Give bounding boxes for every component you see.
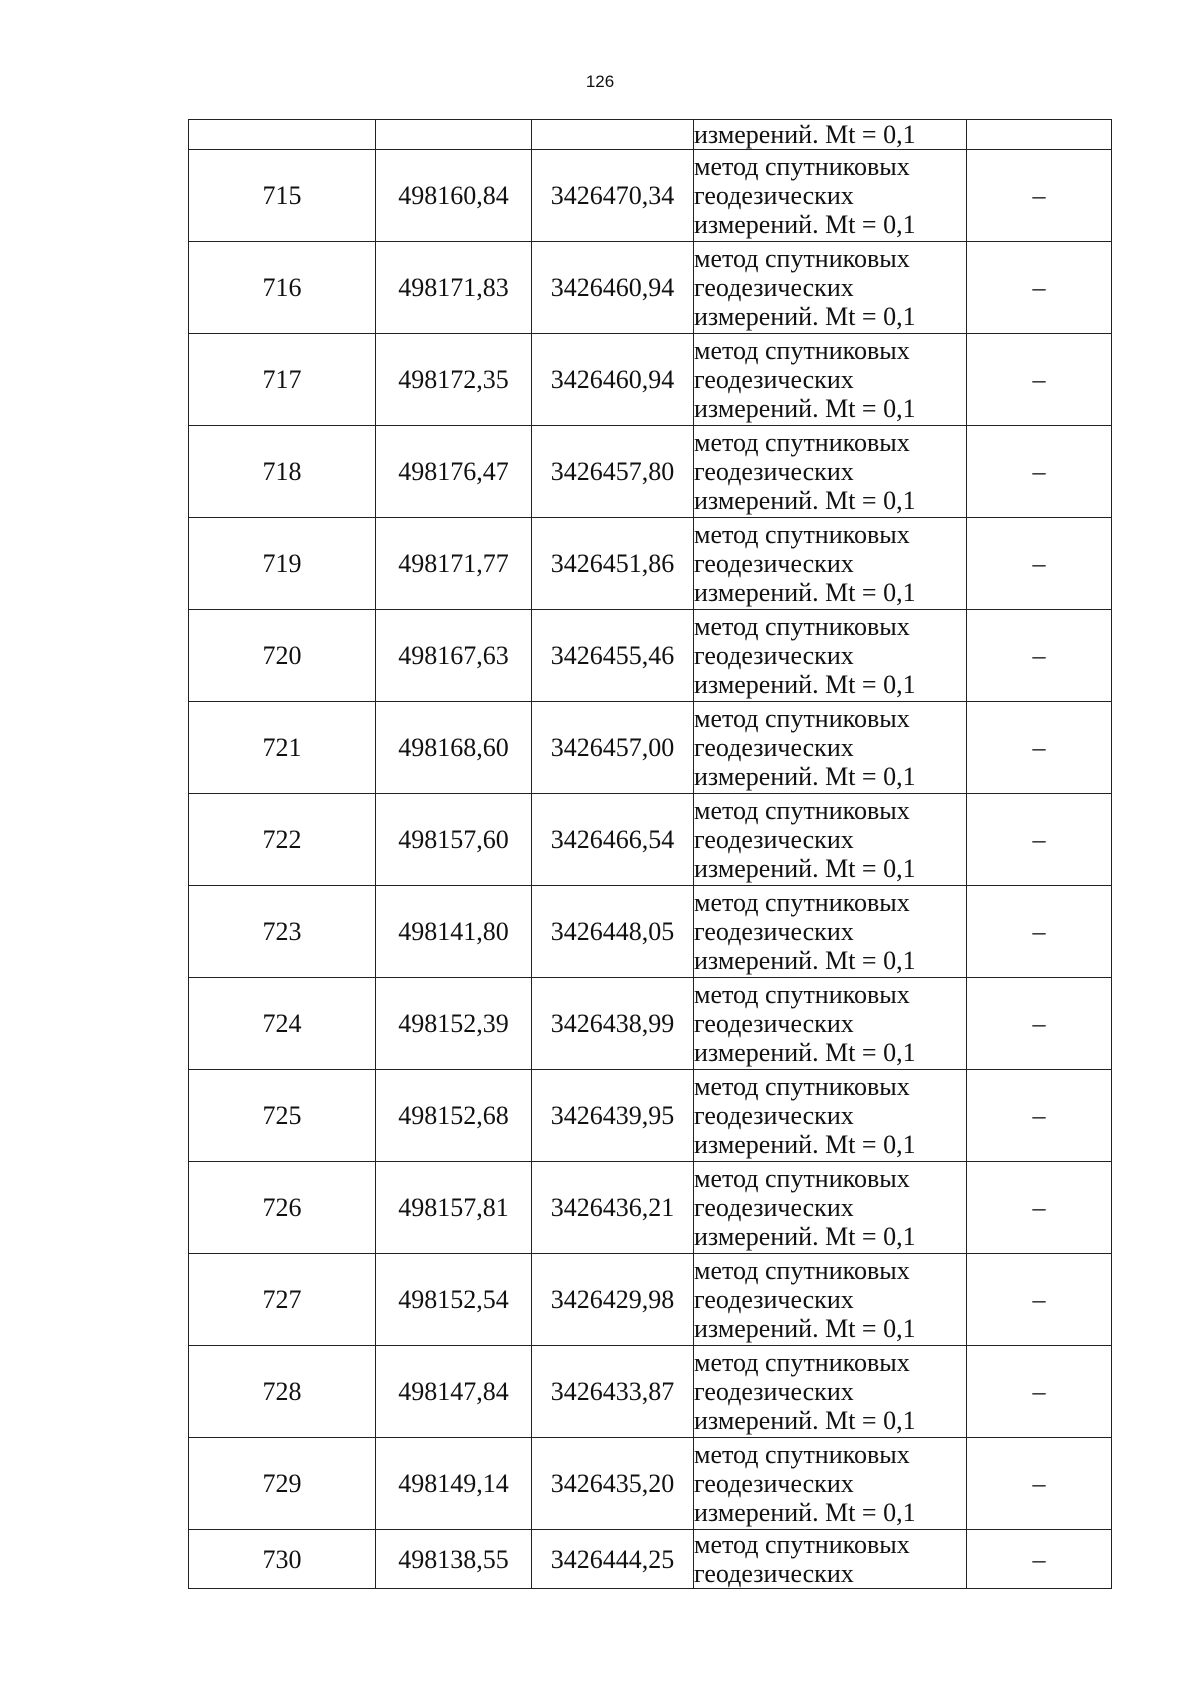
method-line-2: геодезических <box>694 365 854 394</box>
method-line-1: метод спутниковых <box>694 520 910 549</box>
y-coordinate-cell: 3426433,87 <box>532 1346 694 1438</box>
point-number-cell: 724 <box>189 978 376 1070</box>
method-line-1: метод спутниковых <box>694 1530 910 1559</box>
point-number-cell: 719 <box>189 518 376 610</box>
table-row <box>189 1162 1112 1254</box>
method-line-3: измерений. Mt = 0,1 <box>694 1038 916 1067</box>
method-line-2: геодезических <box>694 1009 854 1038</box>
method-line-1: метод спутниковых <box>694 980 910 1009</box>
x-coordinate-cell: 498157,81 <box>376 1162 532 1254</box>
table-row <box>189 1254 1112 1346</box>
note-cell: – <box>967 518 1112 610</box>
method-cell <box>694 1346 967 1438</box>
note-cell: – <box>967 334 1112 426</box>
method-cell <box>694 1254 967 1346</box>
note-cell: – <box>967 242 1112 334</box>
note-cell: – <box>967 426 1112 518</box>
method-cell <box>694 518 967 610</box>
method-line-1: метод спутниковых <box>694 152 910 181</box>
table-row <box>189 334 1112 426</box>
method-line-1: метод спутниковых <box>694 428 910 457</box>
note-cell: – <box>967 702 1112 794</box>
point-number-cell: 718 <box>189 426 376 518</box>
y-coordinate-cell: 3426448,05 <box>532 886 694 978</box>
x-coordinate-cell: 498157,60 <box>376 794 532 886</box>
x-coordinate-cell: 498172,35 <box>376 334 532 426</box>
point-number-cell: 723 <box>189 886 376 978</box>
x-coordinate-cell: 498152,54 <box>376 1254 532 1346</box>
method-line-1: метод спутниковых <box>694 704 910 733</box>
method-cell <box>694 150 967 242</box>
x-cell <box>376 120 532 150</box>
method-line-3: измерений. Mt = 0,1 <box>694 946 916 975</box>
page-number: 126 <box>585 72 615 91</box>
method-line-1: метод спутниковых <box>694 612 910 641</box>
table-row <box>189 150 1112 242</box>
y-coordinate-cell: 3426435,20 <box>532 1438 694 1530</box>
method-line-1: метод спутниковых <box>694 1164 910 1193</box>
method-line-2: геодезических <box>694 549 854 578</box>
point-number-cell: 720 <box>189 610 376 702</box>
x-coordinate-cell: 498171,83 <box>376 242 532 334</box>
point-number-cell: 725 <box>189 1070 376 1162</box>
method-line-1: метод спутниковых <box>694 1256 910 1285</box>
method-line-1: метод спутниковых <box>694 796 910 825</box>
method-line-2: геодезических <box>694 733 854 762</box>
method-line-2: геодезических <box>694 1559 854 1588</box>
y-coordinate-cell: 3426439,95 <box>532 1070 694 1162</box>
x-coordinate-cell: 498149,14 <box>376 1438 532 1530</box>
method-line-2: геодезических <box>694 1285 854 1314</box>
method-cell <box>694 334 967 426</box>
method-line-2: геодезических <box>694 1469 854 1498</box>
point-number-cell: 721 <box>189 702 376 794</box>
table-row <box>189 1530 1112 1589</box>
y-coordinate-cell: 3426457,00 <box>532 702 694 794</box>
x-coordinate-cell: 498141,80 <box>376 886 532 978</box>
y-coordinate-cell: 3426460,94 <box>532 242 694 334</box>
table-row <box>189 1346 1112 1438</box>
note-cell: – <box>967 610 1112 702</box>
y-coordinate-cell: 3426457,80 <box>532 426 694 518</box>
method-line-3: измерений. Mt = 0,1 <box>694 210 916 239</box>
method-line-3: измерений. Mt = 0,1 <box>694 120 916 149</box>
method-cell <box>694 794 967 886</box>
method-line-1: метод спутниковых <box>694 1440 910 1469</box>
x-coordinate-cell: 498138,55 <box>376 1530 532 1589</box>
point-number-cell: 726 <box>189 1162 376 1254</box>
method-cell <box>694 1438 967 1530</box>
y-coordinate-cell: 3426460,94 <box>532 334 694 426</box>
point-number-cell: 728 <box>189 1346 376 1438</box>
method-cell <box>694 1530 967 1589</box>
method-line-2: геодезических <box>694 1101 854 1130</box>
y-coordinate-cell: 3426466,54 <box>532 794 694 886</box>
method-line-3: измерений. Mt = 0,1 <box>694 854 916 883</box>
method-cell <box>694 242 967 334</box>
table-row <box>189 518 1112 610</box>
method-cell <box>694 1162 967 1254</box>
point-number-cell: 727 <box>189 1254 376 1346</box>
method-line-1: метод спутниковых <box>694 1072 910 1101</box>
coordinates-table <box>188 119 1112 1589</box>
table-row <box>189 426 1112 518</box>
method-line-2: геодезических <box>694 641 854 670</box>
point-cell <box>189 120 376 150</box>
y-coordinate-cell: 3426436,21 <box>532 1162 694 1254</box>
note-cell: – <box>967 1530 1112 1589</box>
method-line-3: измерений. Mt = 0,1 <box>694 1314 916 1343</box>
table-row <box>189 978 1112 1070</box>
table-row <box>189 1438 1112 1530</box>
method-line-3: измерений. Mt = 0,1 <box>694 302 916 331</box>
x-coordinate-cell: 498171,77 <box>376 518 532 610</box>
y-coordinate-cell: 3426455,46 <box>532 610 694 702</box>
note-cell: – <box>967 150 1112 242</box>
table-row <box>189 1070 1112 1162</box>
table-row <box>189 794 1112 886</box>
method-line-2: геодезических <box>694 181 854 210</box>
x-coordinate-cell: 498147,84 <box>376 1346 532 1438</box>
note-cell <box>967 120 1112 150</box>
coordinates-table-body <box>189 120 1112 1589</box>
method-line-3: измерений. Mt = 0,1 <box>694 1222 916 1251</box>
method-line-3: измерений. Mt = 0,1 <box>694 394 916 423</box>
table-row <box>189 886 1112 978</box>
method-cell <box>694 120 967 150</box>
method-line-3: измерений. Mt = 0,1 <box>694 670 916 699</box>
point-number-cell: 717 <box>189 334 376 426</box>
note-cell: – <box>967 978 1112 1070</box>
method-line-1: метод спутниковых <box>694 244 910 273</box>
method-line-3: измерений. Mt = 0,1 <box>694 1498 916 1527</box>
method-line-3: измерений. Mt = 0,1 <box>694 1130 916 1159</box>
method-cell <box>694 1070 967 1162</box>
y-coordinate-cell: 3426429,98 <box>532 1254 694 1346</box>
note-cell: – <box>967 1438 1112 1530</box>
method-cell <box>694 426 967 518</box>
method-line-1: метод спутниковых <box>694 1348 910 1377</box>
y-cell <box>532 120 694 150</box>
note-cell: – <box>967 886 1112 978</box>
note-cell: – <box>967 1254 1112 1346</box>
x-coordinate-cell: 498160,84 <box>376 150 532 242</box>
x-coordinate-cell: 498167,63 <box>376 610 532 702</box>
method-line-2: геодезических <box>694 273 854 302</box>
method-line-3: измерений. Mt = 0,1 <box>694 762 916 791</box>
method-cell <box>694 702 967 794</box>
method-line-2: геодезических <box>694 457 854 486</box>
method-line-2: геодезических <box>694 917 854 946</box>
point-number-cell: 729 <box>189 1438 376 1530</box>
table-row-continued <box>189 120 1112 150</box>
y-coordinate-cell: 3426451,86 <box>532 518 694 610</box>
x-coordinate-cell: 498152,68 <box>376 1070 532 1162</box>
table-row <box>189 242 1112 334</box>
note-cell: – <box>967 1346 1112 1438</box>
note-cell: – <box>967 794 1112 886</box>
table-row <box>189 702 1112 794</box>
x-coordinate-cell: 498176,47 <box>376 426 532 518</box>
y-coordinate-cell: 3426438,99 <box>532 978 694 1070</box>
method-line-3: измерений. Mt = 0,1 <box>694 578 916 607</box>
method-cell <box>694 978 967 1070</box>
method-line-2: геодезических <box>694 825 854 854</box>
table-row <box>189 610 1112 702</box>
method-cell <box>694 886 967 978</box>
method-line-1: метод спутниковых <box>694 888 910 917</box>
method-line-3: измерений. Mt = 0,1 <box>694 1406 916 1435</box>
y-coordinate-cell: 3426470,34 <box>532 150 694 242</box>
point-number-cell: 730 <box>189 1530 376 1589</box>
method-line-2: геодезических <box>694 1193 854 1222</box>
point-number-cell: 722 <box>189 794 376 886</box>
note-cell: – <box>967 1162 1112 1254</box>
method-line-1: метод спутниковых <box>694 336 910 365</box>
x-coordinate-cell: 498152,39 <box>376 978 532 1070</box>
y-coordinate-cell: 3426444,25 <box>532 1530 694 1589</box>
point-number-cell: 715 <box>189 150 376 242</box>
method-line-3: измерений. Mt = 0,1 <box>694 486 916 515</box>
point-number-cell: 716 <box>189 242 376 334</box>
note-cell: – <box>967 1070 1112 1162</box>
method-cell <box>694 610 967 702</box>
x-coordinate-cell: 498168,60 <box>376 702 532 794</box>
method-line-2: геодезических <box>694 1377 854 1406</box>
